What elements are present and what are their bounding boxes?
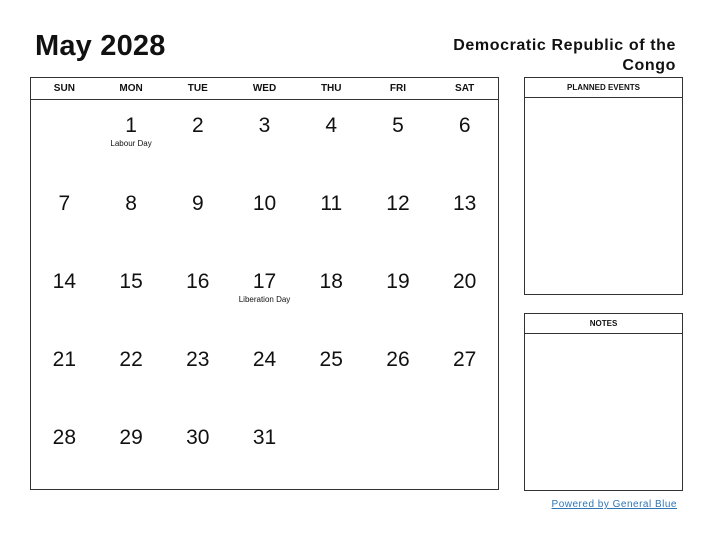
- dow-sun: SUN: [53, 83, 75, 94]
- day-number: 21: [52, 348, 77, 371]
- dow-sat: SAT: [455, 83, 475, 94]
- calendar-day-cell: [231, 100, 298, 178]
- day-number: 20: [452, 270, 477, 293]
- day-number: 11: [320, 192, 343, 215]
- day-number: 17: [252, 270, 277, 293]
- calendar-day-cell: [231, 412, 298, 490]
- day-number: 19: [386, 270, 410, 293]
- calendar-day-cell: [365, 334, 432, 412]
- calendar-day-cell: [231, 178, 298, 256]
- calendar-day-cell: [98, 334, 165, 412]
- calendar-day-cell: [431, 412, 498, 490]
- calendar-day-cell: [298, 412, 365, 490]
- dow-thu: THU: [320, 83, 342, 94]
- calendar-day-cell: [31, 100, 98, 178]
- calendar-day-cell: [31, 256, 98, 334]
- day-number: 31: [252, 426, 277, 449]
- day-number: 15: [119, 270, 143, 293]
- calendar-day-cell: [98, 100, 165, 178]
- day-number: 5: [392, 114, 404, 137]
- calendar-day-cell: [431, 100, 498, 178]
- day-number: 23: [186, 348, 210, 371]
- day-number: 1: [125, 114, 137, 137]
- day-number: 4: [325, 114, 338, 137]
- calendar-day-cell: [365, 100, 432, 178]
- day-number: 14: [52, 270, 77, 293]
- day-number: 8: [125, 192, 137, 215]
- calendar-day-cell: [298, 334, 365, 412]
- day-number: 7: [58, 192, 71, 215]
- day-number: 22: [119, 348, 143, 371]
- calendar-day-cell: [98, 412, 165, 490]
- calendar-day-cell: [98, 178, 165, 256]
- powered-by-link[interactable]: Powered by General Blue: [551, 499, 677, 510]
- day-number: 26: [386, 348, 410, 371]
- dow-fri: FRI: [389, 83, 406, 94]
- holiday-label: Liberation Day: [238, 295, 291, 304]
- calendar-day-cell: [231, 334, 298, 412]
- dow-wed: WED: [252, 83, 277, 94]
- calendar-day-cell: [31, 334, 98, 412]
- dow-mon: MON: [119, 83, 143, 94]
- calendar-week: [31, 412, 498, 490]
- calendar-day-cell: [431, 256, 498, 334]
- day-number: 30: [186, 426, 210, 449]
- day-number: 18: [319, 270, 343, 293]
- calendar-day-cell: [164, 334, 231, 412]
- day-number: 6: [458, 114, 471, 137]
- day-number: 27: [452, 348, 477, 371]
- holiday-label: Labour Day: [110, 139, 152, 148]
- day-number: 16: [186, 270, 210, 293]
- day-number: 13: [452, 192, 477, 215]
- calendar-day-cell: [164, 412, 231, 490]
- calendar-day-cell: [298, 100, 365, 178]
- calendar-day-cell: [431, 334, 498, 412]
- day-number: 25: [319, 348, 343, 371]
- calendar-day-cell: [365, 412, 432, 490]
- calendar-day-cell: [231, 256, 298, 334]
- calendar-day-cell: [298, 256, 365, 334]
- calendar-day-cell: [365, 178, 432, 256]
- calendar-week: [31, 178, 498, 256]
- day-number: 12: [386, 192, 410, 215]
- day-number: 28: [52, 426, 77, 449]
- dow-tue: TUE: [187, 83, 208, 94]
- days-of-week-header: [31, 78, 498, 100]
- calendar-day-cell: [164, 256, 231, 334]
- calendar-day-cell: [98, 256, 165, 334]
- day-number: 10: [252, 192, 277, 215]
- country-name: Democratic Republic of the Congo: [453, 37, 676, 74]
- page-title: May 2028: [35, 30, 166, 62]
- day-number: 9: [191, 192, 204, 215]
- calendar-weeks: [31, 100, 498, 489]
- planned-events-panel: [524, 77, 683, 295]
- notes-panel: [524, 313, 683, 491]
- calendar-day-cell: [298, 178, 365, 256]
- notes-header: NOTES: [525, 314, 682, 334]
- planned-events-header: PLANNED EVENTS: [525, 78, 682, 98]
- calendar-week: [31, 334, 498, 412]
- day-number: 3: [258, 114, 271, 137]
- calendar-day-cell: [31, 412, 98, 490]
- calendar-day-cell: [365, 256, 432, 334]
- calendar-week: [31, 256, 498, 334]
- calendar-week: [31, 100, 498, 178]
- calendar-day-cell: [431, 178, 498, 256]
- day-number: 24: [252, 348, 277, 371]
- calendar-day-cell: [164, 178, 231, 256]
- day-number: 29: [119, 426, 143, 449]
- calendar-grid: [30, 77, 499, 490]
- day-number: 2: [191, 114, 204, 137]
- calendar-day-cell: [31, 178, 98, 256]
- calendar-day-cell: [164, 100, 231, 178]
